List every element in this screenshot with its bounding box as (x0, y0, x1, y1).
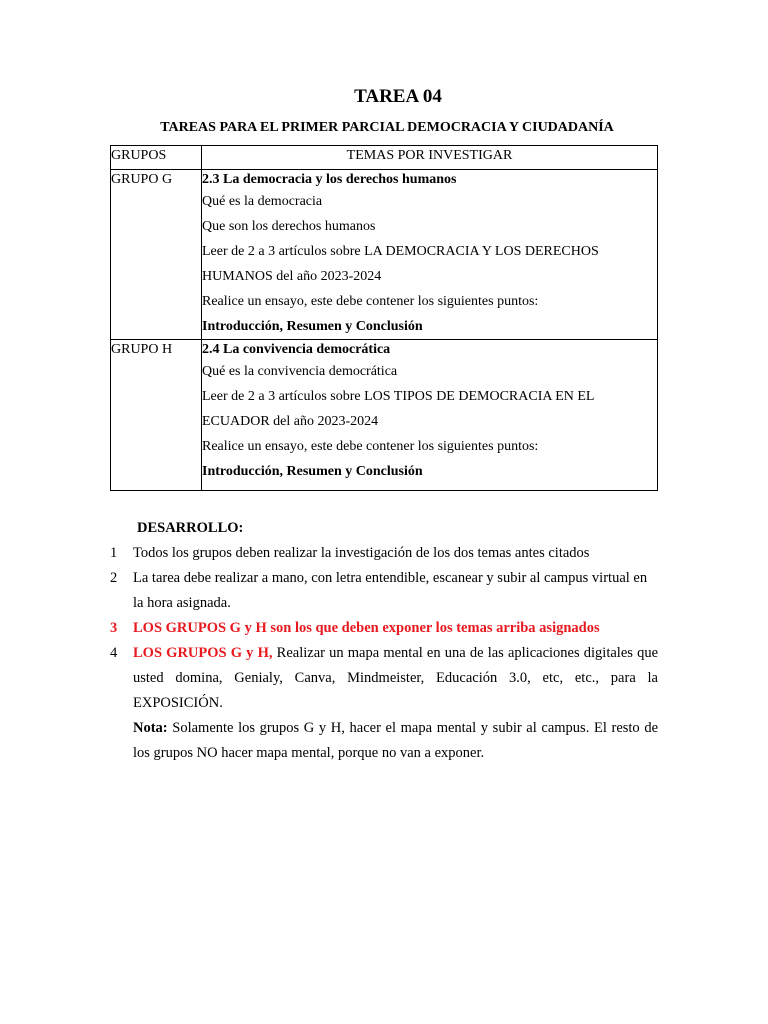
list-item (110, 541, 658, 566)
list-item (110, 641, 658, 716)
topic-line: Realice un ensayo, este debe contener los siguientes puntos: (202, 294, 539, 309)
item-text: Todos los grupos deben realizar la investigación de los dos temas antes citados (133, 545, 590, 561)
topic-line: HUMANOS del año 2023-2024 (202, 269, 382, 284)
topic-line: Leer de 2 a 3 artículos sobre LOS TIPOS DE DEMOCRACIA EN EL (202, 389, 595, 404)
group-cell: GRUPO G (111, 170, 202, 340)
topic-heading: 2.3 La democracia y los derechos humanos (202, 172, 457, 187)
document-title: TAREA 04 (354, 86, 442, 107)
topic-line: Qué es la convivencia democrática (202, 364, 398, 379)
topic-heading: 2.4 La convivencia democrática (202, 342, 391, 357)
list-item (110, 566, 658, 616)
topics-cell (202, 170, 658, 340)
topic-closing: Introducción, Resumen y Conclusión (202, 319, 423, 334)
topic-closing: Introducción, Resumen y Conclusión (202, 464, 423, 479)
item-text: La tarea debe realizar a mano, con letra entendible, escanear y subir al campus virtual en la hora asignada. (133, 570, 648, 611)
topics-table (110, 145, 658, 491)
desarrollo-list (110, 541, 658, 766)
topic-line: Leer de 2 a 3 artículos sobre LA DEMOCRACIA Y LOS DERECHOS (202, 244, 599, 259)
desarrollo-heading: DESARROLLO: (137, 520, 244, 536)
topics-cell (202, 340, 658, 491)
header-groups: GRUPOS (111, 146, 202, 170)
note-text: Solamente los grupos G y H, hacer el mapa mental y subir al campus. El resto de los grupos NO hacer mapa mental, porque no van a exponer. (133, 720, 658, 761)
document-subtitle: TAREAS PARA EL PRIMER PARCIAL DEMOCRACIA Y CIUDADANÍA (160, 120, 614, 135)
item-text: LOS GRUPOS G y H son los que deben exponer los temas arriba asignados (133, 620, 600, 636)
topic-line: ECUADOR del año 2023-2024 (202, 414, 379, 429)
table-row (111, 340, 658, 491)
note-label: Nota: (133, 720, 168, 736)
topic-line: Realice un ensayo, este debe contener los siguientes puntos: (202, 439, 539, 454)
topic-line: Que son los derechos humanos (202, 219, 376, 234)
header-topics: TEMAS POR INVESTIGAR (202, 146, 658, 170)
item-text: Realizar un mapa mental en una de las aplicaciones digitales que usted domina, Genialy, Canva, Mindmeister, Educación 3.0, etc, etc., para la EXPOSICIÓN. (133, 645, 659, 711)
table-row (111, 170, 658, 340)
topic-line: Qué es la democracia (202, 194, 323, 209)
item-lead-highlight: LOS GRUPOS G y H, (133, 645, 273, 661)
group-cell: GRUPO H (111, 340, 202, 491)
item-number: 3 (110, 620, 118, 636)
table-header-row (111, 146, 658, 170)
item-number: 1 (110, 545, 118, 561)
list-item-highlighted (110, 616, 658, 641)
note-paragraph (110, 716, 658, 766)
item-number: 2 (110, 570, 118, 586)
item-number: 4 (110, 645, 118, 661)
